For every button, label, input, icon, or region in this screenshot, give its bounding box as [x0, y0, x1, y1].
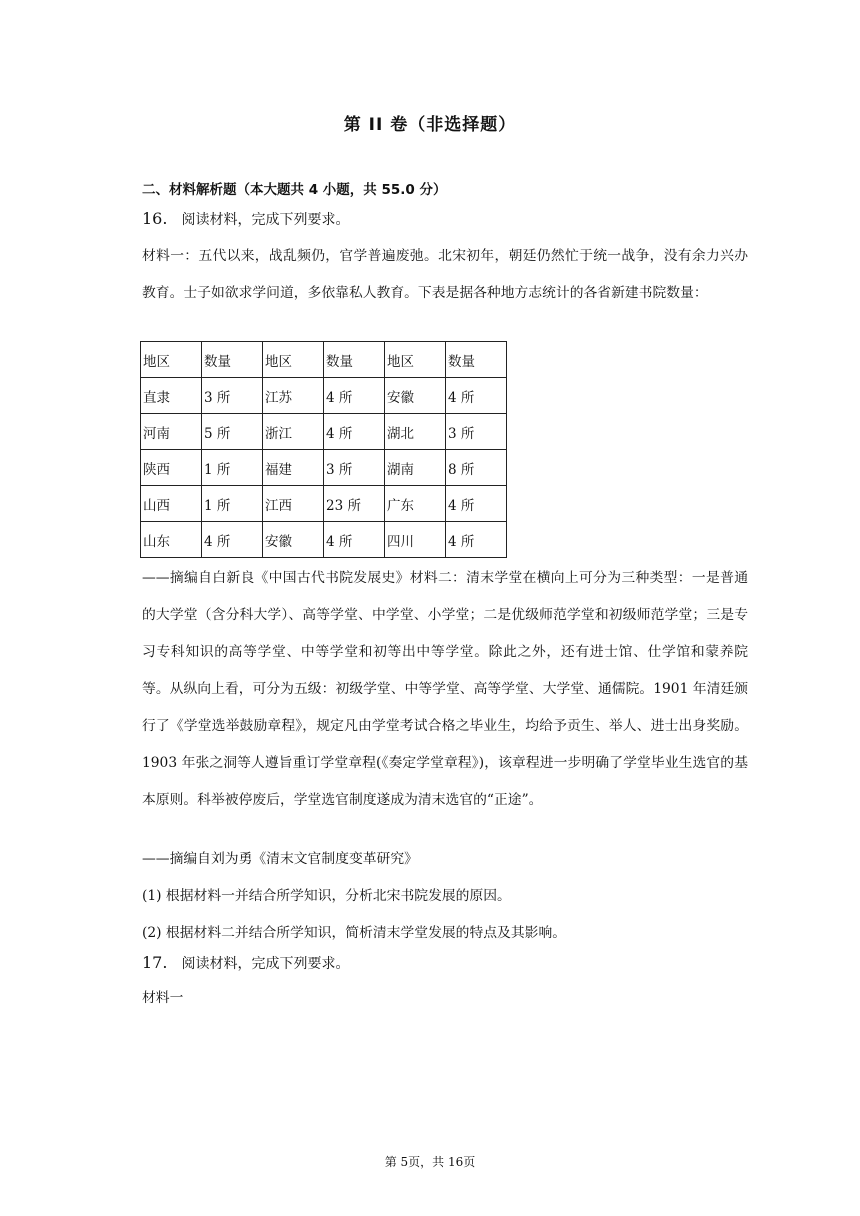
table-cell: 湖北	[385, 414, 446, 450]
table-cell: 江西	[263, 486, 324, 522]
material-1-text: 材料一：五代以来，战乱频仍，官学普遍废弛。北宋初年，朝廷仍然忙于统一战争，没有余力兴办教育。士子如欲求学问道，多依靠私人教育。下表是据各种地方志统计的各省新建书院数量：	[142, 248, 748, 301]
material-2-text: ——摘编自白新良《中国古代书院发展史》材料二：清末学堂在横向上可分为三种类型：一是普通的大学堂（含分科大学）、高等学堂、中学堂、小学堂；二是优级师范学堂和初级师范学堂；三是专习专科知识的高等学堂、中等学堂和初等出中等学堂。除此之外，还有进士馆、仕学馆和蒙养院等。从纵向上看，可分为五级：初级学堂、中等学堂、高等学堂、大学堂、通儒院。1901 年清廷颁行了《学堂选举鼓励章程》，规定凡由学堂考试合格之毕业生，均给予贡生、举人、进士出身奖励。1903 年张之洞等人遵旨重订学堂章程(《奏定学堂章程》)，该章程进一步明确了学堂毕业生选官的基本原则。科举被停废后，学堂选官制度遂成为清末选官的“正途”。	[142, 570, 748, 808]
table-cell: 山东	[141, 522, 202, 558]
table-cell: 3 所	[202, 378, 263, 414]
question-17-header	[142, 953, 349, 973]
table-cell: 4 所	[446, 486, 507, 522]
academy-count-table	[140, 341, 507, 558]
table-cell: 广东	[385, 486, 446, 522]
page-title: 第 II 卷（非选择题）	[343, 115, 517, 135]
table-cell: 江苏	[263, 378, 324, 414]
table-cell: 4 所	[324, 522, 385, 558]
section-heading: 二、材料解析题（本大题共 4 小题，共 55.0 分）	[142, 182, 447, 198]
table-cell: 3 所	[324, 450, 385, 486]
table-cell: 数量	[324, 342, 385, 378]
table-cell: 数量	[446, 342, 507, 378]
material-2-source: ——摘编自刘为勇《清末文官制度变革研究》	[142, 851, 418, 867]
table-cell: 陕西	[141, 450, 202, 486]
table-cell: 安徽	[385, 378, 446, 414]
table-row	[141, 486, 507, 522]
table-cell: 地区	[385, 342, 446, 378]
table-cell: 8 所	[446, 450, 507, 486]
question-16-header	[142, 209, 349, 229]
table-row	[141, 414, 507, 450]
table-row	[141, 522, 507, 558]
table-cell: 1 所	[202, 486, 263, 522]
table-cell: 4 所	[324, 378, 385, 414]
table-cell: 湖南	[385, 450, 446, 486]
sub-question-2: (2) 根据材料二并结合所学知识，简析清末学堂发展的特点及其影响。	[142, 925, 567, 941]
page-footer: 第 5页，共 16页	[384, 1155, 476, 1169]
table-cell: 数量	[202, 342, 263, 378]
table-cell: 四川	[385, 522, 446, 558]
question-17-material-label: 材料一	[142, 990, 184, 1006]
table-cell: 山西	[141, 486, 202, 522]
table-cell: 直隶	[141, 378, 202, 414]
table-cell: 4 所	[202, 522, 263, 558]
table-cell: 地区	[263, 342, 324, 378]
table-cell: 4 所	[446, 522, 507, 558]
table-header-row	[141, 342, 507, 378]
table-row	[141, 378, 507, 414]
question-prompt: 阅读材料，完成下列要求。	[181, 956, 350, 972]
table-cell: 5 所	[202, 414, 263, 450]
table-cell: 4 所	[324, 414, 385, 450]
question-number: 16.	[142, 209, 168, 228]
question-prompt: 阅读材料，完成下列要求。	[181, 212, 350, 228]
table-cell: 1 所	[202, 450, 263, 486]
table-cell: 福建	[263, 450, 324, 486]
table-cell: 23 所	[324, 486, 385, 522]
question-number: 17.	[142, 953, 168, 972]
table-cell: 安徽	[263, 522, 324, 558]
sub-question-1: (1) 根据材料一并结合所学知识，分析北宋书院发展的原因。	[142, 888, 511, 904]
table-cell: 4 所	[446, 378, 507, 414]
table-cell: 地区	[141, 342, 202, 378]
table-cell: 3 所	[446, 414, 507, 450]
table-row	[141, 450, 507, 486]
table-cell: 河南	[141, 414, 202, 450]
table-cell: 浙江	[263, 414, 324, 450]
